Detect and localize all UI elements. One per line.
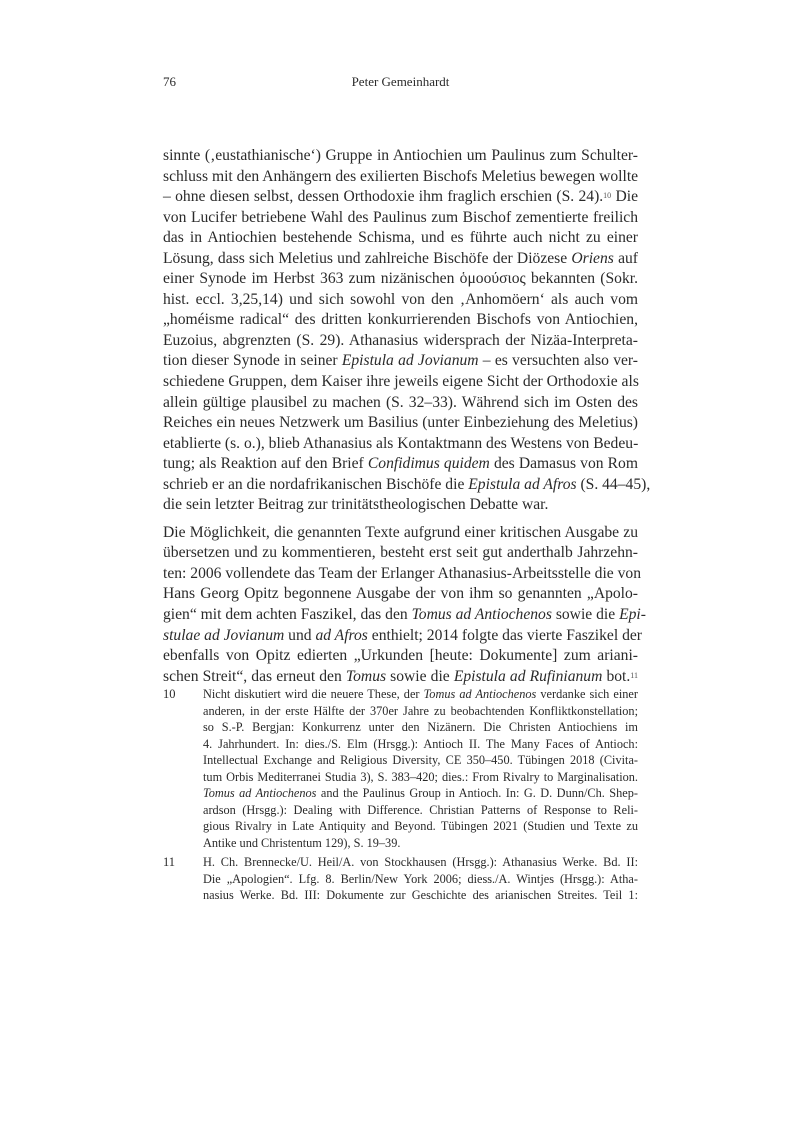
footnote-line: Nicht diskutiert wird die neuere These, der Tomus ad Antiochenos verdanke sich einer — [203, 687, 638, 701]
footnote-line: so S.-P. Bergjan: Konkurrenz unter den Nizänern. Die Christen Antiochiens im — [203, 720, 638, 734]
footnote-line: nasius Werke. Bd. III: Dokumente zur Geschichte des arianischen Streites. Teil 1: — [203, 888, 638, 902]
text-line: – ohne diesen selbst, dessen Orthodoxie ihm fraglich erschien (S. 24).$^{10}$ Die — [163, 188, 638, 206]
footnote-line: Antike und Christentum 129), S. 19–39. — [203, 835, 401, 850]
footnote-line: anderen, in der erste Hälfte der 370er Jahre zu beobachtenden Konfliktkonstellation; — [203, 703, 638, 718]
footnote-line: H. Ch. Brennecke/U. Heil/A. von Stockhausen (Hrsgg.): Athanasius Werke. Bd. II: — [203, 855, 638, 869]
text-line: Die Möglichkeit, die genannten Texte aufgrund einer kritischen Ausgabe zu — [163, 523, 638, 541]
footnote-line: gious Rivalry in Late Antiquity and Beyond. Tübingen 2021 (Studien und Texte zu — [203, 819, 638, 833]
text-line: schiedene Gruppen, dem Kaiser ihre jeweils eigene Sicht der Orthodoxie als — [163, 373, 639, 391]
text-line: allein gültige plausibel zu machen (S. 32–33). Während sich im Osten des — [163, 393, 638, 411]
text-line: ten: 2006 vollendete das Team der Erlanger Athanasius-Arbeitsstelle die von — [163, 564, 641, 582]
text-line: Euzoius, abgrenzten (S. 29). Athanasius widersprach der Nizäa-Interpreta- — [163, 331, 638, 349]
footnote-line: tum Orbis Mediterranei Studia 3), S. 383–420; dies.: From Rivalry to Marginalisation. — [203, 769, 638, 784]
text-line: das in Antiochien bestehende Schisma, und es führte auch nicht zu einer — [163, 229, 638, 247]
text-line: etablierte (s. o.), blieb Athanasius als Kontaktmann des Westens von Bedeu- — [163, 434, 639, 452]
text-line: schrieb er an die nordafrikanischen Bischöfe die Epistula ad Afros (S. 44–45), — [163, 475, 651, 493]
footnote-line: ardson (Hrsgg.): Dealing with Difference. Christian Patterns of Response to Reli- — [203, 802, 638, 817]
text-line: übersetzen und zu kommentieren, besteht erst seit gut anderthalb Jahrzehn- — [163, 544, 638, 562]
footnote-number: 11 — [163, 855, 176, 869]
footnote-body — [203, 854, 638, 904]
footnote-number: 10 — [163, 687, 176, 701]
text-line: „homéisme radical“ des dritten konkurrierenden Bischofs von Antiochien, — [163, 311, 638, 329]
text-line: Hans Georg Opitz begonnene Ausgabe der von ihm so genannten „Apolo- — [163, 585, 638, 603]
text-line: hist. eccl. 3,25,14) und sich sowohl von den ‚Anhomöern‘ als auch vom — [163, 290, 638, 308]
text-line: die sein letzter Beitrag zur trinitätstheologischen Debatte war. — [163, 496, 549, 514]
footnote-line: 4. Jahrhundert. In: dies./S. Elm (Hrsgg.): Antioch II. The Many Faces of Antioch: — [203, 736, 638, 751]
paragraph-2 — [163, 523, 646, 687]
page-header — [163, 74, 638, 92]
footnote-line: Die „Apologien“. Lfg. 8. Berlin/New York 2006; diess./A. Wintjes (Hrsgg.): Atha- — [203, 871, 638, 886]
text-line: ebenfalls von Opitz edierten „Urkunden [heute: Dokumente] zum ariani- — [163, 647, 638, 665]
footnote-body — [203, 686, 638, 851]
footnote-line: Intellectual Exchange and Religious Diversity, CE 350–450. Tübingen 2018 (Civita- — [203, 753, 638, 767]
text-line: tung; als Reaktion auf den Brief Confidimus quidem des Damasus von Rom — [163, 455, 638, 473]
text-line: schluss mit den Anhängern des exilierten Bischofs Meletius bewegen wollte — [163, 167, 639, 185]
text-line: tion dieser Synode in seiner Epistula ad Jovianum – es versuchten also ver- — [163, 352, 638, 370]
paragraph-1 — [163, 146, 651, 516]
text-line: einer Synode im Herbst 363 zum nizänischen ὁμοούσιος bekannten (Sokr. — [163, 270, 638, 288]
text-line: von Lucifer betriebene Wahl des Paulinus zum Bischof zementierte freilich — [163, 208, 638, 226]
running-head-author: Peter Gemeinhardt — [351, 74, 450, 89]
text-line: sinnte (‚eustathianische‘) Gruppe in Antiochien um Paulinus zum Schulter- — [163, 147, 638, 164]
footnote-ref-10[interactable]: 10 — [603, 191, 612, 201]
text-line: Reiches ein neues Netzwerk um Basilius (unter Einbeziehung des Meletius) — [163, 414, 638, 432]
text-line: stulae ad Jovianum und ad Afros enthielt; 2014 folgte das vierte Faszikel der — [163, 626, 642, 644]
text-line: Lösung, dass sich Meletius und zahlreiche Bischöfe der Diözese Oriens auf — [163, 249, 638, 267]
footnote-line: Tomus ad Antiochenos and the Paulinus Group in Antioch. In: G. D. Dunn/Ch. Shep- — [203, 786, 638, 800]
page-number: 76 — [163, 74, 176, 89]
main-text — [163, 146, 651, 687]
text-line: gien“ mit dem achten Faszikel, das den Tomus ad Antiochenos sowie die Epi- — [163, 606, 646, 624]
text-line: schen Streit“, das erneut den Tomus sowie die Epistula ad Rufinianum bot.$^{11}$ — [163, 667, 638, 685]
footnote-ref-11[interactable]: 11 — [630, 670, 638, 680]
